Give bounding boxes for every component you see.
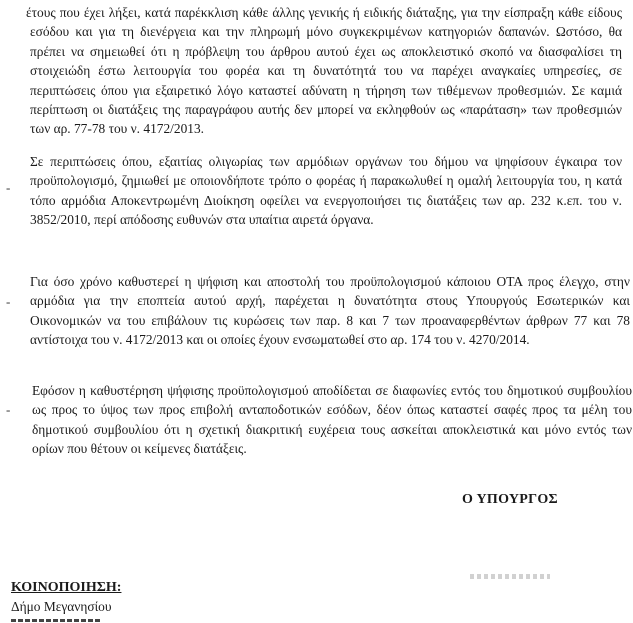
- notification-recipient: Δήμο Μεγανησίου: [11, 599, 112, 614]
- minister-signature: Ο ΥΠΟΥΡΓΟΣ: [462, 492, 559, 507]
- paragraph-negligence: Σε περιπτώσεις όπου, εξαιτίας ολιγωρίας των αρμόδιων οργάνων του δήμου να ψηφίσουν έγκαιρα τον προϋπολογισμό, ζημιωθεί με οποιονδήποτε τρόπο ο φορέας ή παρακωλυθεί η ομαλή λειτουργία του, η κατά τόπο αρμόδια Αποκεντρωμένη Διοίκηση οφείλει να ενεργοποιήσει τις διατάξεις των αρ. 232 κ.επ. του ν. 3852/2010, περί απόδοσης ευθυνών στα υπαίτια αιρετά όργανα.: [30, 154, 622, 228]
- bullet-dash: -: [6, 294, 11, 309]
- notification-heading: ΚΟΙΝΟΠΟΙΗΣΗ:: [11, 580, 122, 595]
- cut-off-text-line: [11, 617, 121, 623]
- faint-stamp-mark: [470, 574, 550, 579]
- paragraph-disagreements: Εφόσον η καθυστέρηση ψήφισης προϋπολογισμού αποδίδεται σε διαφωνίες εντός του δημοτικού συμβουλίου ως προς το ύψος των προς επιβολή ανταποδοτικών εσόδων, δέον όπως καταστεί σαφές προς τα μέλη του δημοτικού συμβουλίου ότι η σχετική διακριτική ευχέρεια τους ασκείται αποκλειστικά και μόνο εντός των ορίων που θέτουν οι κείμενες διατάξεις.: [32, 383, 632, 457]
- bullet-dash: -: [6, 180, 11, 195]
- paragraph-sanctions: Για όσο χρόνο καθυστερεί η ψήφιση και αποστολή του προϋπολογισμού κάποιου ΟΤΑ προς έλεγχο, στην αρμόδια για την εποπτεία αυτού αρχή, παρέχεται η δυνατότητα στους Υπουργούς Εσωτερικών και Οικονομικών να του επιβάλουν τις κυρώσεις των παρ. 8 και 7 των προαναφερθέντων άρθρων 77 και 78 αντίστοιχα του ν. 4172/2013 και οι οποίες έχουν ενσωματωθεί στο αρ. 174 του ν. 4270/2014.: [30, 274, 630, 348]
- bullet-dash: -: [6, 402, 11, 417]
- paragraph-continuation: έτους που έχει λήξει, κατά παρέκκλιση κάθε άλλης γενικής ή ειδικής διάταξης, για την είσπραξη κάθε είδους εσόδου και για τη διενέργεια και την πληρωμή μόνο συγκεκριμένων κατηγοριών δαπανών. Ωστόσο, θα πρέπει να σημειωθεί ότι η πρόβλεψη του άρθρου αυτού έχει ως αποκλειστικό σκοπό να διασφαλίσει τη στοιχειώδη έστω λειτουργία του φορέα και τη δυνατότητά του να παρέχει αναγκαίες υπηρεσίες, σε περιπτώσεις όπου για εξαιρετικό λόγο καταστεί αδύνατη η τήρηση των τιθέμενων προθεσμιών. Σε καμιά περίπτωση οι διατάξεις της παραγράφου αυτής δεν μπορεί να εκληφθούν ως «παράταση» των προθεσμιών των αρ. 77-78 του ν. 4172/2013.: [26, 5, 622, 137]
